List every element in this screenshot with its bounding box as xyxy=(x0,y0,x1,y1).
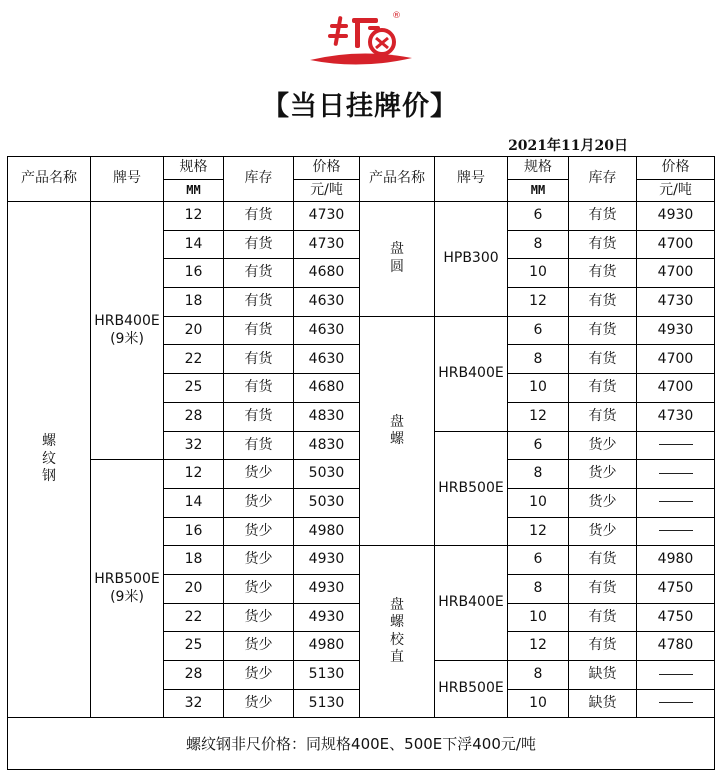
spec-cell: 8 xyxy=(508,574,569,603)
stock-cell: 有货 xyxy=(569,345,637,374)
header-brand-right: 牌号 xyxy=(435,157,508,202)
price-cell: 4980 xyxy=(637,546,715,575)
price-cell: 4980 xyxy=(294,517,360,546)
price-table xyxy=(7,156,715,770)
price-cell xyxy=(637,431,715,460)
price-cell: 4930 xyxy=(294,546,360,575)
product-coil-rebar xyxy=(360,316,435,546)
price-cell: 4700 xyxy=(637,259,715,288)
price-cell: 4830 xyxy=(294,431,360,460)
price-cell: 4980 xyxy=(294,632,360,661)
spec-cell: 10 xyxy=(508,603,569,632)
header-spec-unit-left: MM xyxy=(164,180,224,202)
spec-cell: 18 xyxy=(164,546,224,575)
registered-mark: ® xyxy=(392,11,401,21)
product-rebar-char: 螺 xyxy=(42,433,56,450)
product-char: 盘 xyxy=(390,596,404,613)
stock-cell: 有货 xyxy=(569,603,637,632)
stock-cell: 有货 xyxy=(224,288,294,317)
stock-cell: 有货 xyxy=(569,546,637,575)
price-cell xyxy=(637,689,715,718)
spec-cell: 32 xyxy=(164,431,224,460)
no-price-dash xyxy=(659,444,693,445)
stock-cell: 有货 xyxy=(569,402,637,431)
price-cell xyxy=(637,460,715,489)
stock-cell: 货少 xyxy=(569,431,637,460)
spec-cell: 32 xyxy=(164,689,224,718)
spec-cell: 28 xyxy=(164,661,224,690)
spec-cell: 6 xyxy=(508,316,569,345)
stock-cell: 货少 xyxy=(224,632,294,661)
product-wire-rod xyxy=(360,202,435,317)
header-price-unit-right: 元/吨 xyxy=(637,180,715,202)
product-rebar-char: 纹 xyxy=(42,450,56,467)
spec-cell: 8 xyxy=(508,460,569,489)
no-price-dash xyxy=(659,501,693,502)
price-cell: 4930 xyxy=(294,603,360,632)
spec-cell: 14 xyxy=(164,488,224,517)
header-stock-right: 库存 xyxy=(569,157,637,202)
product-char: 盘 xyxy=(390,241,404,258)
spec-cell: 8 xyxy=(508,345,569,374)
no-price-dash xyxy=(659,530,693,531)
header-spec-unit-right: MM xyxy=(508,180,569,202)
price-cell: 5030 xyxy=(294,488,360,517)
price-cell xyxy=(637,517,715,546)
price-cell: 4930 xyxy=(294,574,360,603)
price-cell: 4680 xyxy=(294,259,360,288)
stock-cell: 货少 xyxy=(224,574,294,603)
spec-cell: 22 xyxy=(164,345,224,374)
spec-cell: 25 xyxy=(164,632,224,661)
price-cell: 5030 xyxy=(294,460,360,489)
stock-cell: 有货 xyxy=(224,202,294,231)
price-cell: 4830 xyxy=(294,402,360,431)
header-price-right: 价格 xyxy=(637,157,715,180)
price-cell: 4700 xyxy=(637,230,715,259)
spec-cell: 14 xyxy=(164,230,224,259)
stock-cell: 有货 xyxy=(224,230,294,259)
stock-cell: 有货 xyxy=(569,288,637,317)
price-cell: 4730 xyxy=(294,202,360,231)
brand-name: HRB400E xyxy=(94,313,160,330)
brand-hrb500e-coil: HRB500E xyxy=(435,431,508,546)
spec-cell: 6 xyxy=(508,202,569,231)
stock-cell: 缺货 xyxy=(569,661,637,690)
spec-cell: 12 xyxy=(164,202,224,231)
product-char: 螺 xyxy=(390,431,404,447)
price-cell: 4730 xyxy=(637,288,715,317)
brand-hrb400e-coil: HRB400E xyxy=(435,316,508,431)
stock-cell: 货少 xyxy=(224,546,294,575)
header-product-right: 产品名称 xyxy=(360,157,435,202)
spec-cell: 6 xyxy=(508,546,569,575)
price-cell: 4930 xyxy=(637,202,715,231)
stock-cell: 有货 xyxy=(224,259,294,288)
stock-cell: 有货 xyxy=(224,345,294,374)
product-char: 直 xyxy=(390,649,404,666)
spec-cell: 10 xyxy=(508,374,569,403)
price-cell: 4930 xyxy=(637,316,715,345)
spec-cell: 6 xyxy=(508,431,569,460)
product-char: 螺 xyxy=(390,614,404,631)
brand-hrb500e-straight: HRB500E xyxy=(435,661,508,718)
price-date: 2021年11月20日 xyxy=(508,138,628,154)
brand-hrb500e-left xyxy=(91,460,164,718)
stock-cell: 货少 xyxy=(224,488,294,517)
company-logo xyxy=(300,8,420,78)
header-spec-right: 规格 xyxy=(508,157,569,180)
header-stock-left: 库存 xyxy=(224,157,294,202)
spec-cell: 16 xyxy=(164,259,224,288)
stock-cell: 有货 xyxy=(569,230,637,259)
header-price-unit-left: 元/吨 xyxy=(294,180,360,202)
stock-cell: 货少 xyxy=(224,689,294,718)
product-char: 盘 xyxy=(390,413,404,430)
header-brand-left: 牌号 xyxy=(91,157,164,202)
stock-cell: 货少 xyxy=(569,460,637,489)
header-price-left: 价格 xyxy=(294,157,360,180)
brand-note: (9米) xyxy=(110,588,144,605)
header-spec-left: 规格 xyxy=(164,157,224,180)
price-cell: 4700 xyxy=(637,374,715,403)
spec-cell: 12 xyxy=(508,517,569,546)
spec-cell: 20 xyxy=(164,574,224,603)
spec-cell: 25 xyxy=(164,374,224,403)
price-cell: 4630 xyxy=(294,316,360,345)
price-cell: 4630 xyxy=(294,288,360,317)
spec-cell: 12 xyxy=(508,288,569,317)
spec-cell: 8 xyxy=(508,230,569,259)
stock-cell: 有货 xyxy=(569,574,637,603)
spec-cell: 12 xyxy=(508,402,569,431)
brand-name: HRB500E xyxy=(94,571,160,588)
stock-cell: 有货 xyxy=(224,316,294,345)
price-cell: 4750 xyxy=(637,574,715,603)
stock-cell: 缺货 xyxy=(569,689,637,718)
stock-cell: 货少 xyxy=(569,517,637,546)
page-title: 【当日挂牌价】 xyxy=(262,91,458,122)
price-cell: 4750 xyxy=(637,603,715,632)
spec-cell: 22 xyxy=(164,603,224,632)
no-price-dash xyxy=(659,702,693,703)
spec-cell: 10 xyxy=(508,689,569,718)
spec-cell: 10 xyxy=(508,488,569,517)
price-cell: 4680 xyxy=(294,374,360,403)
product-char: 校 xyxy=(390,631,404,648)
stock-cell: 货少 xyxy=(224,603,294,632)
product-rebar-char: 钢 xyxy=(42,468,56,485)
spec-cell: 16 xyxy=(164,517,224,546)
spec-cell: 8 xyxy=(508,661,569,690)
header-row xyxy=(8,157,715,180)
no-price-dash xyxy=(659,674,693,675)
product-rebar xyxy=(8,202,91,718)
table-row xyxy=(8,202,715,231)
price-cell xyxy=(637,661,715,690)
spec-cell: 20 xyxy=(164,316,224,345)
stock-cell: 有货 xyxy=(569,202,637,231)
brand-hrb400e-straight: HRB400E xyxy=(435,546,508,661)
stock-cell: 有货 xyxy=(569,259,637,288)
stock-cell: 有货 xyxy=(224,402,294,431)
product-char: 圆 xyxy=(390,258,404,275)
spec-cell: 10 xyxy=(508,259,569,288)
stock-cell: 有货 xyxy=(224,431,294,460)
spec-cell: 12 xyxy=(164,460,224,489)
brand-hrb400e-left xyxy=(91,202,164,460)
stock-cell: 货少 xyxy=(569,488,637,517)
price-cell: 4730 xyxy=(637,402,715,431)
price-cell: 4730 xyxy=(294,230,360,259)
stock-cell: 货少 xyxy=(224,517,294,546)
price-cell xyxy=(637,488,715,517)
product-coil-rebar-straightened xyxy=(360,546,435,718)
price-cell: 5130 xyxy=(294,689,360,718)
stock-cell: 有货 xyxy=(569,374,637,403)
brand-note: (9米) xyxy=(110,330,144,347)
footer-note: 螺纹钢非尺价格：同规格400E、500E下浮400元/吨 xyxy=(8,718,715,770)
stock-cell: 有货 xyxy=(569,632,637,661)
price-cell: 4630 xyxy=(294,345,360,374)
price-cell: 5130 xyxy=(294,661,360,690)
stock-cell: 货少 xyxy=(224,661,294,690)
stock-cell: 有货 xyxy=(224,374,294,403)
header-product-left: 产品名称 xyxy=(8,157,91,202)
spec-cell: 28 xyxy=(164,402,224,431)
stock-cell: 有货 xyxy=(569,316,637,345)
spec-cell: 18 xyxy=(164,288,224,317)
price-cell: 4780 xyxy=(637,632,715,661)
stock-cell: 货少 xyxy=(224,460,294,489)
brand-hpb300: HPB300 xyxy=(435,202,508,317)
no-price-dash xyxy=(659,473,693,474)
spec-cell: 12 xyxy=(508,632,569,661)
footer-row xyxy=(8,718,715,770)
price-cell: 4700 xyxy=(637,345,715,374)
